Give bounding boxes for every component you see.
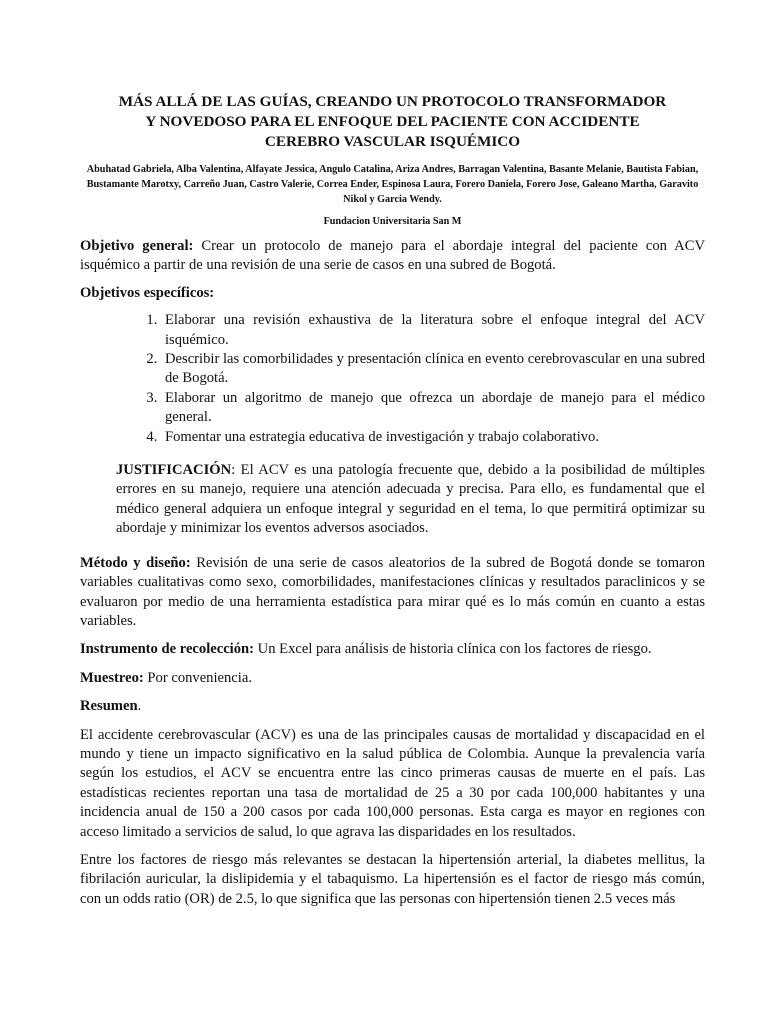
title-line: CEREBRO VASCULAR ISQUÉMICO (264, 133, 521, 150)
method-design (80, 554, 705, 632)
document-title (80, 92, 705, 152)
instrument-label: Instrumento de recolección: (80, 641, 255, 658)
list-item: 4. Fomentar una estrategia educativa de investigación y trabajo colaborativo. (161, 428, 705, 447)
title-line: Y NOVEDOSO PARA EL ENFOQUE DEL PACIENTE CON ACCIDENTE (145, 113, 640, 130)
summary-paragraph: El accidente cerebrovascular (ACV) es una de las principales causas de mortalidad y discapacidad en el mundo y tiene un impacto significativo en la salud pública de Colombia. Aunque la prevalencia varía según los estudios, el ACV se encuentra entre las cinco primeras causas de muerte en el país. Las estadísticas recientes reportan una tasa de mortalidad de 25 a 30 por cada 100,000 habitantes y una incidencia anual de 150 a 200 casos por cada 100,000 personas. Esta carga es mayor en regiones con acceso limitado a servicios de salud, lo que agrava las disparidades en los resultados. (80, 726, 705, 840)
institution: Fundacion Universitaria San M (323, 216, 462, 227)
summary-paragraph: Entre los factores de riesgo más relevantes se destacan la hipertensión arterial, la diabetes mellitus, la fibrilación auricular, la dislipidemia y el tabaquismo. La hipertensión es el factor de riesgo más común, con un odds ratio (OR) de 2.5, lo que significa que las personas con hipertensión tienen 2.5 veces más (80, 851, 705, 907)
justification-label: JUSTIFICACIÓN (116, 462, 232, 479)
general-objective (80, 237, 705, 276)
list-item: 3. Elaborar un algoritmo de manejo que ofrezca un abordaje de manejo para el médico general. (161, 389, 705, 428)
list-item: 2. Describir las comorbilidades y presentación clínica en evento cerebrovascular en una subred de Bogotá. (161, 350, 705, 389)
summary-suffix: . (137, 698, 142, 715)
method-label: Método y diseño: (80, 554, 191, 571)
list-item: 1. Elaborar una revisión exhaustiva de la literatura sobre el enfoque integral del ACV isquémico. (161, 311, 705, 350)
specific-objectives-list (80, 311, 705, 447)
author-list: Abuhatad Gabriela, Alba Valentina, Alfayate Jessica, Angulo Catalina, Ariza Andres, Barragan Valentina, Basante Melanie, Bautista Fabian, Bustamante Marotxy, Carreño Juan, Castro Valerie, Correa Ender, Espinosa Laura, Forero Daniela, Forero Jose, Galeano Martha, Garavito Nikol y Garcia Wendy. (86, 164, 699, 205)
general-objective-text: Crear un protocolo de manejo para el abordaje integral del paciente con ACV isquémico a partir de una revisión de una serie de casos en una subred de Bogotá. (80, 238, 705, 274)
summary-label: Resumen (80, 698, 138, 715)
specific-objectives-heading (80, 284, 705, 303)
collection-instrument (80, 640, 705, 659)
summary-heading (80, 697, 705, 716)
sampling (80, 669, 705, 688)
method-text: Revisión de una serie de casos aleatorios de la subred de Bogotá donde se tomaron variables cualitativas como sexo, comorbilidades, manifestaciones clínicas y resultados paraclinicos y se evaluaron por medio de una herramienta estadística para mirar qué es lo más común en cuanto a estas variables. (80, 554, 705, 629)
justification (80, 461, 705, 539)
justification-text: : El ACV es una patología frecuente que, debido a la posibilidad de múltiples errores en su manejo, requiere una atención adecuada y precisa. Para ello, es fundamental que el médico general adquiera un enfoque integral y seguridad en el tema, lo que permitirá optimizar su abordaje y minimizar los eventos adversos asociados. (116, 462, 705, 537)
general-objective-label: Objetivo general: (80, 238, 194, 254)
sampling-label: Muestreo: (80, 669, 144, 686)
sampling-text: Por conveniencia. (143, 669, 252, 686)
instrument-text: Un Excel para análisis de historia clínica con los factores de riesgo. (254, 641, 652, 658)
title-line: MÁS ALLÁ DE LAS GUÍAS, CREANDO UN PROTOCOLO TRANSFORMADOR (118, 93, 667, 110)
specific-objectives-label: Objetivos específicos: (80, 284, 215, 301)
